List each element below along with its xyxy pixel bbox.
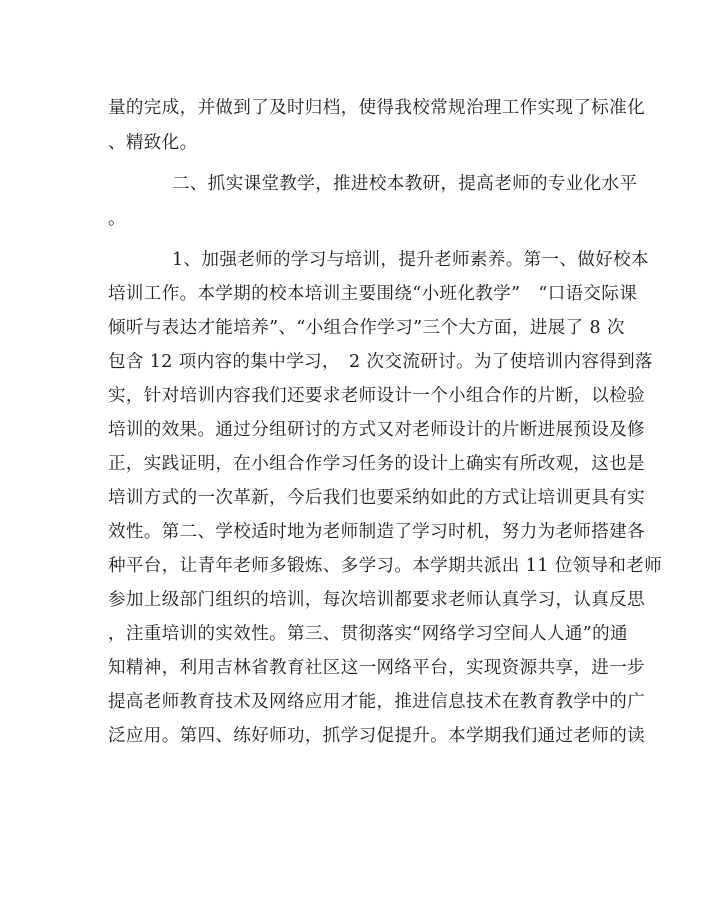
text-line: 正，实践证明，在小组合作学习任务的设计上确实有所改观，这也是 — [108, 454, 645, 474]
text-line: 培训工作。本学期的校本培训主要围绕“小班化教学” “口语交际课 — [108, 284, 638, 304]
section-heading: 二、抓实课堂教学，推进校本教研，提高老师的专业化水平 — [172, 174, 638, 194]
text-line: 实，针对培训内容我们还要求老师设计一个小组合作的片断，以检验 — [108, 386, 645, 406]
text-line: 效性。第二、学校适时地为老师制造了学习时机，努力为老师搭建各 — [108, 522, 645, 542]
text-line: 培训方式的一次革新，今后我们也要采纳如此的方式让培训更具有实 — [108, 488, 645, 508]
text-line: 。 — [108, 209, 126, 229]
text-line: 倾听与表达才能培养”、“小组合作学习”三个大方面，进展了 8 次 — [108, 318, 625, 338]
text-line: 培训的效果。通过分组研讨的方式又对老师设计的片断进展预设及修 — [108, 420, 645, 440]
text-line: 参加上级部门组织的培训，每次培训都要求老师认真学习，认真反思 — [108, 590, 645, 610]
text-line: 泛应用。第四、练好师功，抓学习促提升。本学期我们通过老师的读 — [108, 726, 645, 746]
text-line: ，注重培训的实效性。第三、贯彻落实“网络学习空间人人通”的通 — [108, 624, 628, 644]
text-line: 知精神，利用吉林省教育社区这一网络平台，实现资源共享，进一步 — [108, 658, 645, 678]
paragraph-first-line: 1、加强老师的学习与培训，提升老师素养。第一、做好校本 — [172, 250, 649, 270]
text-line: 量的完成，并做到了及时归档，使得我校常规治理工作实现了标准化 — [108, 98, 645, 118]
text-line: 、精致化。 — [108, 133, 198, 153]
text-line: 提高老师教育技术及网络应用才能，推进信息技术在教育教学中的广 — [108, 692, 645, 712]
text-line: 包含 12 项内容的集中学习， 2 次交流研讨。为了使培训内容得到落 — [108, 352, 653, 372]
text-line: 种平台，让青年老师多锻炼、多学习。本学期共派出 11 位领导和老师 — [108, 556, 663, 576]
